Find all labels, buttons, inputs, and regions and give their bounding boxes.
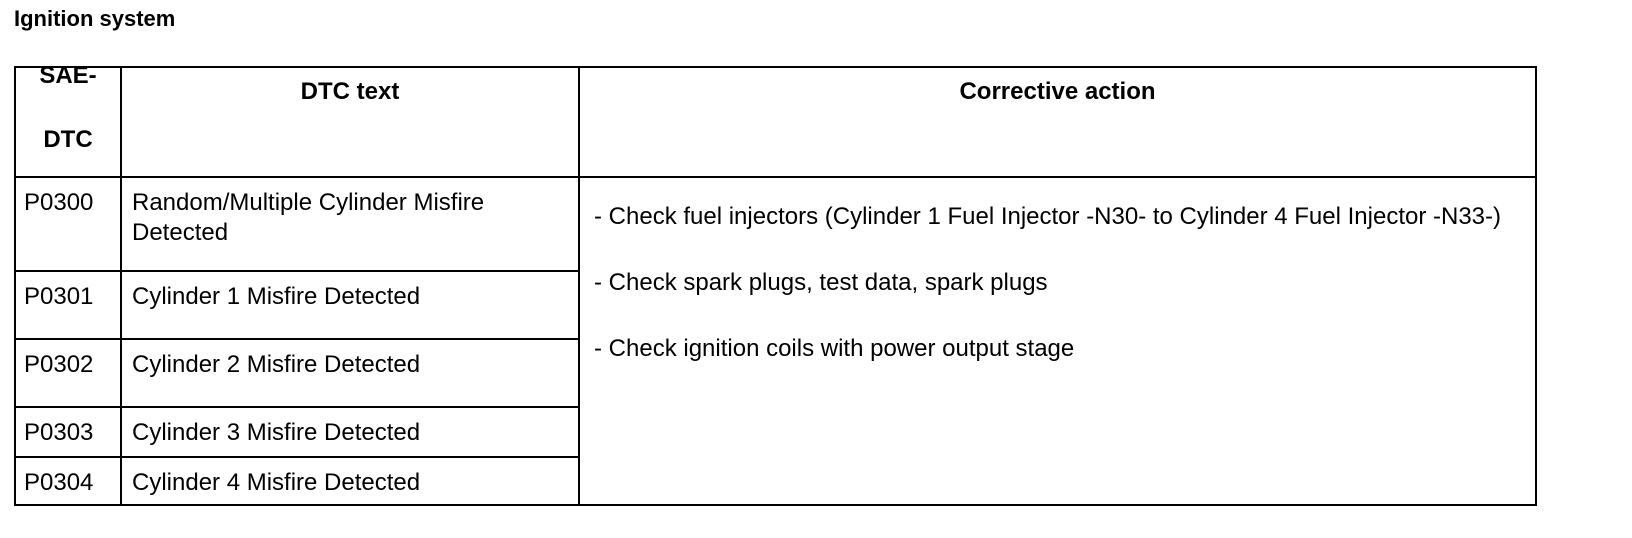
dtc-code-cell: P0301 — [15, 271, 121, 339]
dtc-code-cell: P0304 — [15, 457, 121, 505]
header-corrective-action-label: Corrective action — [959, 78, 1156, 105]
dtc-text-cell: Cylinder 4 Misfire Detected — [121, 457, 579, 505]
corrective-action-cell — [579, 177, 1536, 505]
dtc-text-cell: Cylinder 1 Misfire Detected — [121, 271, 579, 339]
dtc-text-cell: Cylinder 3 Misfire Detected — [121, 407, 579, 457]
header-corrective-action — [579, 67, 1536, 177]
dtc-text-cell: Cylinder 2 Misfire Detected — [121, 339, 579, 407]
dtc-code-cell: P0302 — [15, 339, 121, 407]
header-sae-dtc — [15, 62, 121, 177]
corrective-action-item: - Check spark plugs, test data, spark plugs — [594, 269, 1048, 296]
dtc-text-cell: Random/Multiple Cylinder Misfire Detected — [121, 177, 579, 271]
table-row — [15, 177, 1536, 271]
table-header-row — [15, 67, 1536, 177]
header-sae-dtc-line2: DTC — [43, 126, 93, 153]
section-title: Ignition system — [14, 6, 176, 31]
dtc-table — [14, 62, 1537, 506]
dtc-code-cell: P0300 — [15, 177, 121, 271]
header-dtc-text — [121, 67, 579, 177]
header-sae-dtc-line1: SAE- — [39, 62, 97, 89]
corrective-action-item: - Check ignition coils with power output stage — [594, 335, 1075, 362]
header-dtc-text-label: DTC text — [300, 78, 400, 105]
dtc-code-cell: P0303 — [15, 407, 121, 457]
corrective-action-item: - Check fuel injectors (Cylinder 1 Fuel Injector -N30- to Cylinder 4 Fuel Injector -N33-) — [594, 203, 1501, 230]
